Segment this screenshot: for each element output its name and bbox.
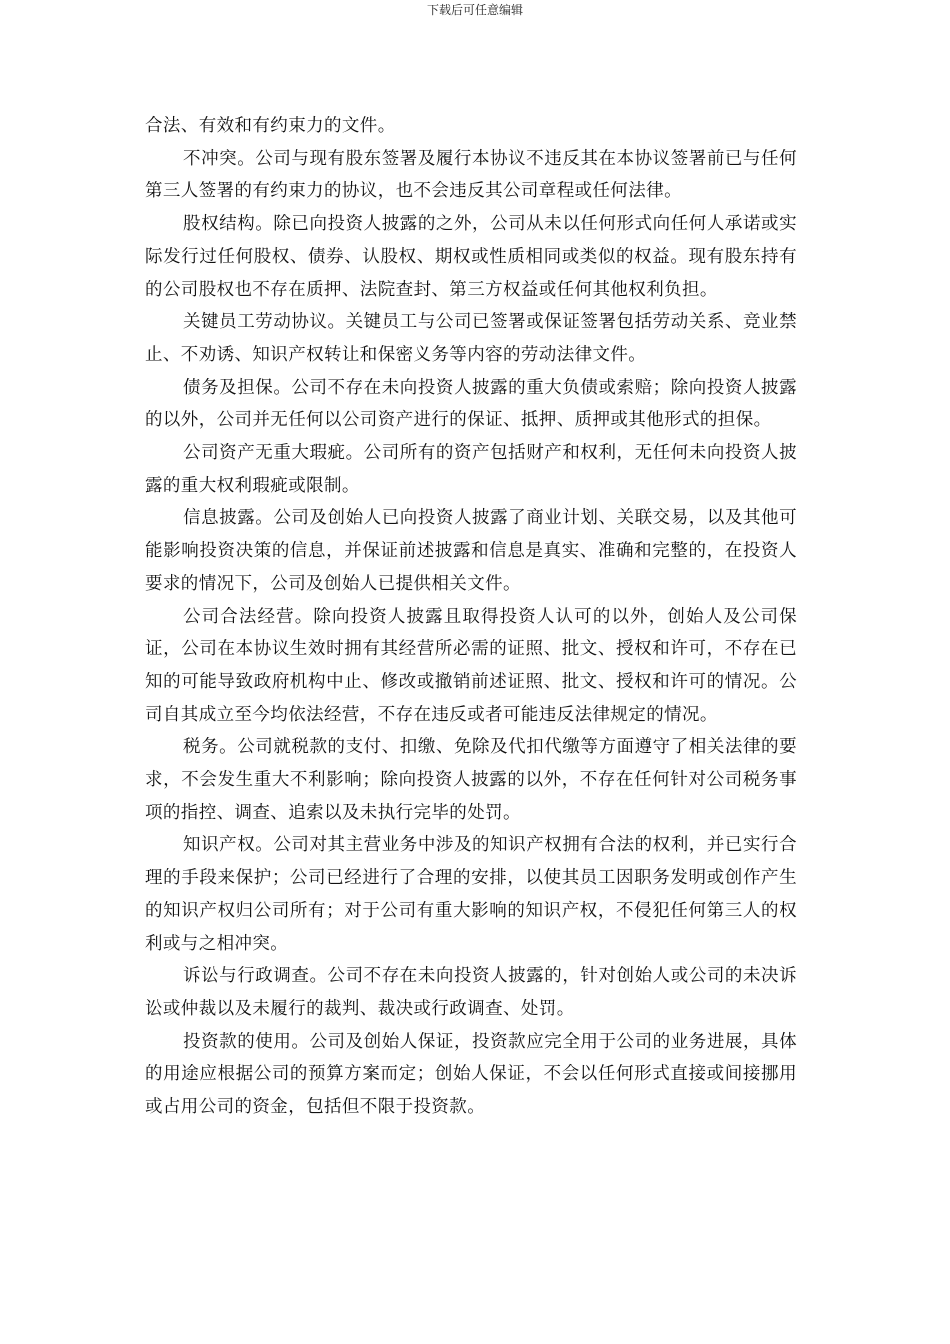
paragraph-taxation: 税务。公司就税款的支付、扣缴、免除及代扣代缴等方面遵守了相关法律的要求，不会发生重大不利影响；除向投资人披露的以外，不存在任何针对公司税务事项的指控、调查、追索以及未执行完毕的处罚。 [145, 737, 797, 823]
paragraph-no-conflict: 不冲突。公司与现有股东签署及履行本协议不违反其在本协议签署前已与任何第三人签署的有约束力的协议，也不会违反其公司章程或任何法律。 [145, 148, 797, 202]
paragraph-intellectual-property: 知识产权。公司对其主营业务中涉及的知识产权拥有合法的权利，并已实行合理的手段来保护；公司已经进行了合理的安排，以使其员工因职务发明或创作产生的知识产权归公司所有；对于公司有重大影响的知识产权，不侵犯任何第三人的权利或与之相冲突。 [145, 835, 797, 954]
paragraph-litigation: 诉讼与行政调查。公司不存在未向投资人披露的，针对创始人或公司的未决诉讼或仲裁以及未履行的裁判、裁决或行政调查、处罚。 [145, 966, 797, 1019]
paragraph-information-disclosure: 信息披露。公司及创始人已向投资人披露了商业计划、关联交易，以及其他可能影响投资决策的信息，并保证前述披露和信息是真实、准确和完整的，在投资人要求的情况下，公司及创始人已提供相关文件。 [145, 508, 797, 594]
page-header: 下载后可任意编辑 [426, 3, 523, 17]
paragraph-debt-and-guarantee: 债务及担保。公司不存在未向投资人披露的重大负债或索赔；除向投资人披露的以外，公司并无任何以公司资产进行的保证、抵押、质押或其他形式的担保。 [145, 377, 797, 431]
paragraph-company-assets: 公司资产无重大瑕疵。公司所有的资产包括财产和权利，无任何未向投资人披露的重大权利瑕疵或限制。 [145, 443, 797, 496]
paragraph-legal-operation: 公司合法经营。除向投资人披露且取得投资人认可的以外，创始人及公司保证，公司在本协议生效时拥有其经营所必需的证照、批文、授权和许可，不存在已知的可能导致政府机构中止、修改或撤销前述证照、批文、授权和许可的情况。公司自其成立至今均依法经营，不存在违反或者可能违反法律规定的情况。 [145, 606, 797, 725]
document-body [145, 110, 797, 1124]
paragraph-continuation: 合法、有效和有约束力的文件。 [145, 116, 396, 136]
paragraph-equity-structure: 股权结构。除已向投资人披露的之外，公司从未以任何形式向任何人承诺或实际发行过任何股权、债券、认股权、期权或性质相同或类似的权益。现有股东持有的公司股权也不存在质押、法院查封、第三方权益或任何其他权利负担。 [145, 214, 797, 300]
paragraph-use-of-investment: 投资款的使用。公司及创始人保证，投资款应完全用于公司的业务进展，具体的用途应根据公司的预算方案而定；创始人保证，不会以任何形式直接或间接挪用或占用公司的资金，包括但不限于投资款。 [145, 1031, 797, 1118]
paragraph-key-employee-agreements: 关键员工劳动协议。关键员工与公司已签署或保证签署包括劳动关系、竞业禁止、不劝诱、知识产权转让和保密义务等内容的劳动法律文件。 [145, 312, 797, 365]
